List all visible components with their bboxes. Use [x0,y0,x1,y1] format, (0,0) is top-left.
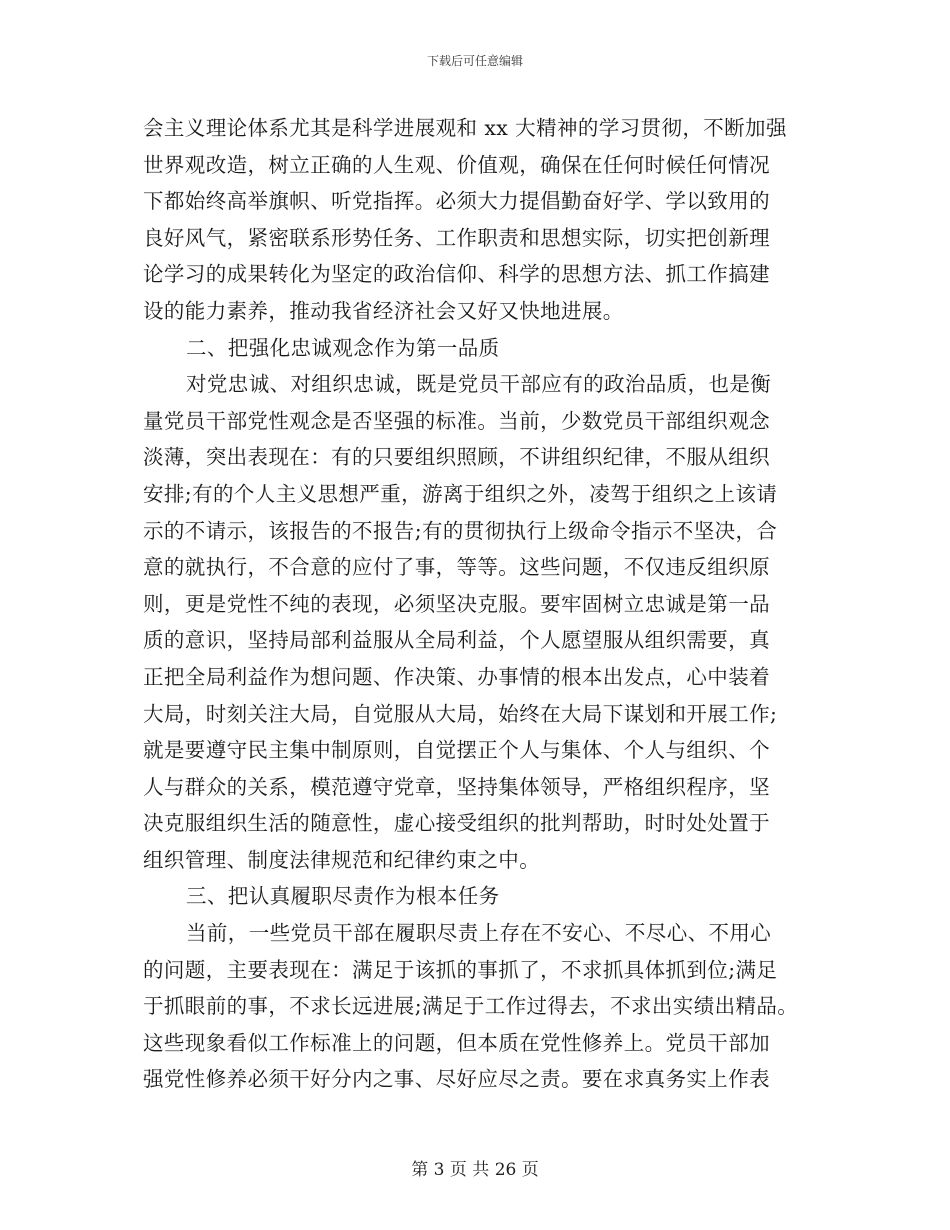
text-line: 示的不请示，该报告的不报告;有的贯彻执行上级命令指示不坚决，合 [143,518,778,543]
text-line: 淡薄，突出表现在：有的只要组织照顾，不讲组织纪律，不服从组织 [143,445,770,470]
text-line: 则，更是党性不纯的表现，必须坚决克服。要牢固树立忠诚是第一品 [143,591,770,616]
text-line: 强党性修养必须干好分内之事、尽好应尽之责。要在求真务实上作表 [143,1067,770,1092]
page-footer: 第 3 页 共 26 页 [411,1160,539,1180]
text-line: 下都始终高举旗帜、听党指挥。必须大力提倡勤奋好学、学以致用的 [143,189,770,214]
text-line: 正把全局利益作为想问题、作决策、办事情的根本出发点，心中装着 [143,664,770,689]
text-line: 三、把认真履职尽责作为根本任务 [186,884,500,909]
text-line: 论学习的成果转化为坚定的政治信仰、科学的思想方法、抓工作搞建 [143,262,770,287]
text-line: 量党员干部党性观念是否坚强的标准。当前，少数党员干部组织观念 [143,408,770,433]
text-line: 的问题，主要表现在：满足于该抓的事抓了，不求抓具体抓到位;满足 [143,957,778,982]
text-line: 大局，时刻关注大局，自觉服从大局，始终在大局下谋划和开展工作; [143,701,778,726]
text-line: 质的意识，坚持局部利益服从全局利益，个人愿望服从组织需要，真 [143,628,770,653]
text-line: 这些现象看似工作标准上的问题，但本质在党性修养上。党员干部加 [143,1030,770,1055]
text-line: 当前，一些党员干部在履职尽责上存在不安心、不尽心、不用心 [186,921,772,946]
text-line: 会主义理论体系尤其是科学进展观和 xx 大精神的学习贯彻，不断加强 [143,116,787,140]
document-body [143,110,823,1098]
text-line: 意的就执行，不合意的应付了事，等等。这些问题，不仅违反组织原 [143,555,770,580]
text-line: 对党忠诚、对组织忠诚，既是党员干部应有的政治品质，也是衡 [186,372,772,397]
text-line: 决克服组织生活的随意性，虚心接受组织的批判帮助，时时处处置于 [143,811,770,836]
text-line: 世界观改造，树立正确的人生观、价值观，确保在任何时候任何情况 [143,152,770,177]
text-line: 于抓眼前的事，不求长远进展;满足于工作过得去，不求出实绩出精品。 [143,994,799,1019]
text-line: 设的能力素养，推动我省经济社会又好又快地进展。 [143,298,624,323]
text-line: 组织管理、制度法律规范和纪律约束之中。 [143,847,541,872]
text-line: 就是要遵守民主集中制原则，自觉摆正个人与集体、个人与组织、个 [143,738,770,763]
text-line: 二、把强化忠诚观念作为第一品质 [186,335,500,360]
text-line: 安排;有的个人主义思想严重，游离于组织之外，凌驾于组织之上该请 [143,481,778,506]
text-line: 良好风气，紧密联系形势任务、工作职责和思想实际，切实把创新理 [143,225,770,250]
text-line: 人与群众的关系，模范遵守党章，坚持集体领导，严格组织程序，坚 [143,774,770,799]
page-header: 下载后可任意编辑 [426,54,523,68]
